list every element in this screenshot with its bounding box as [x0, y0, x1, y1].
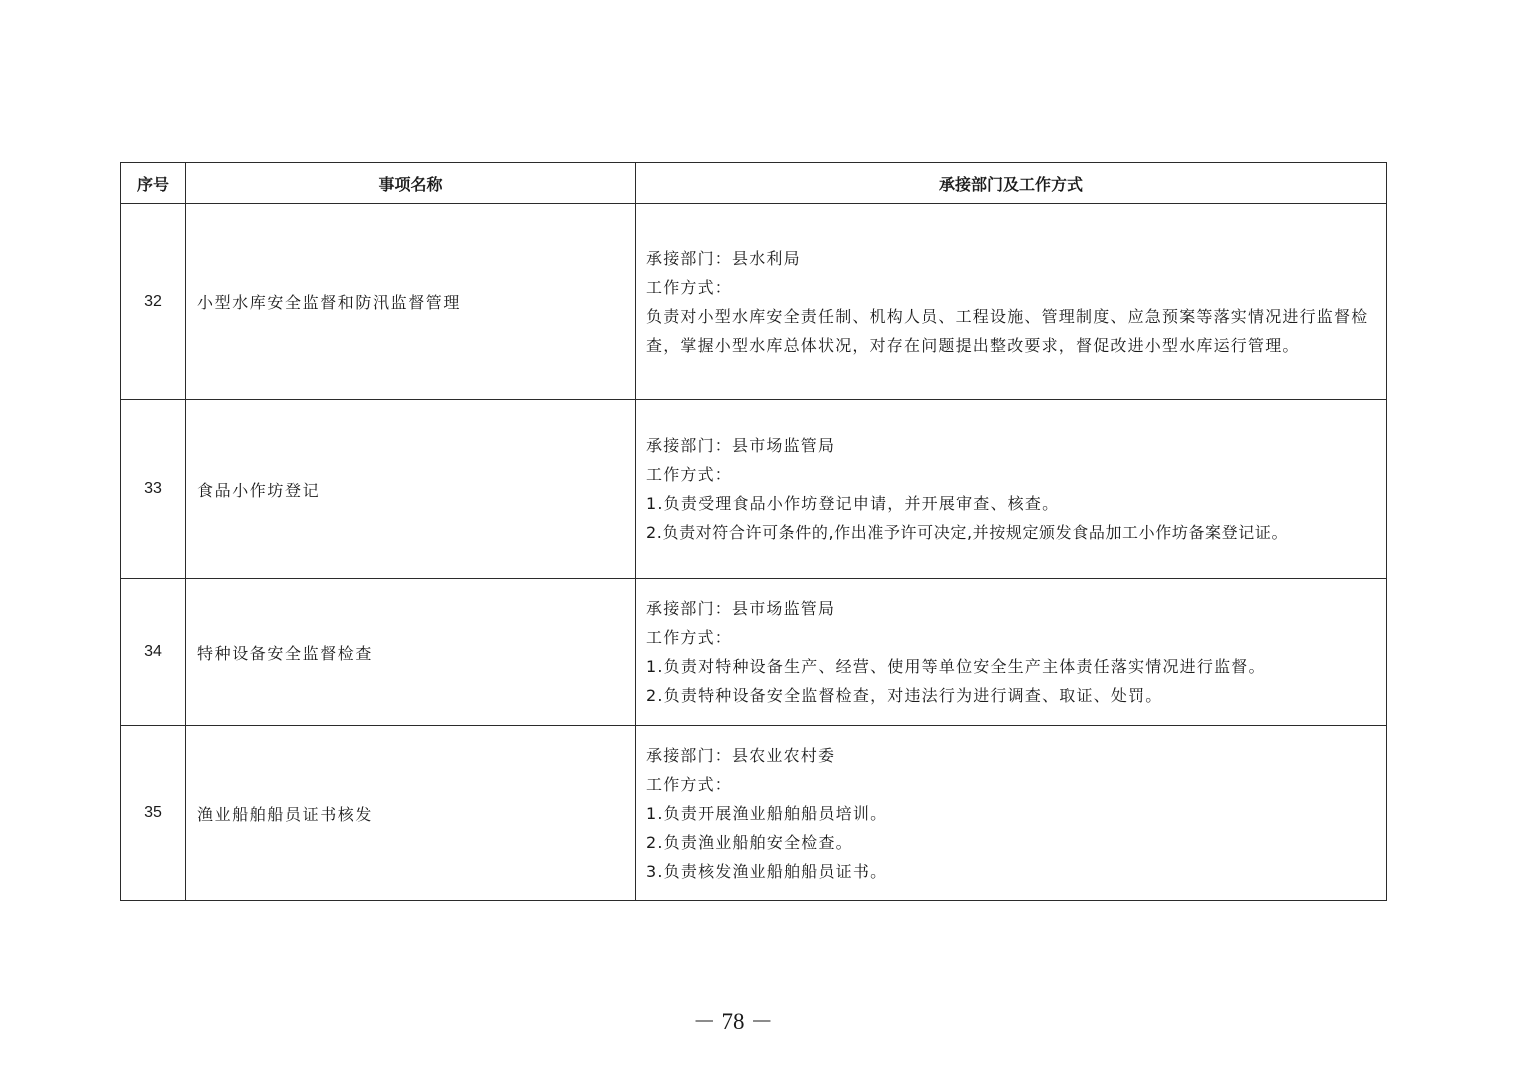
matters-table [120, 162, 1387, 901]
table-row [121, 579, 1387, 726]
header-item-name: 事项名称 [186, 163, 636, 204]
work-method-detail: 1.负责开展渔业船舶船员培训。 [646, 803, 888, 823]
serial-number: 32 [121, 204, 186, 400]
work-method-detail: 1.负责对特种设备生产、经营、使用等单位安全生产主体责任落实情况进行监督。 [646, 657, 1266, 676]
table-header-row [121, 163, 1387, 204]
work-method-label: 工作方式： [646, 628, 733, 647]
work-method-detail: 2.负责对符合许可条件的,作出准予许可决定,并按规定颁发食品加工小作坊备案登记证。 [646, 523, 1289, 542]
work-method-detail: 1.负责受理食品小作坊登记申请，并开展审查、核查。 [646, 494, 1060, 513]
work-method-detail: 负责对小型水库安全责任制、机构人员、工程设施、管理制度、应急预案等落实情况进行监督检查，掌握小型水库总体状况，对存在问题提出整改要求，督促改进小型水库运行管理。 [646, 306, 1369, 355]
item-name: 特种设备安全监督检查 [186, 579, 636, 726]
department-method-cell [636, 579, 1387, 726]
page-number: － 78 － [692, 1009, 774, 1034]
table-row [121, 400, 1387, 579]
work-method-detail: 3.负责核发渔业船舶船员证书。 [646, 861, 888, 881]
item-name: 食品小作坊登记 [186, 400, 636, 579]
serial-number: 35 [121, 726, 186, 901]
serial-number: 34 [121, 579, 186, 726]
department-line: 承接部门：县水利局 [646, 248, 801, 268]
work-method-detail: 2.负责渔业船舶安全检查。 [646, 832, 853, 852]
header-serial-number: 序号 [121, 163, 186, 204]
table-row [121, 204, 1387, 400]
department-method-cell [636, 726, 1387, 901]
header-department-method: 承接部门及工作方式 [636, 163, 1387, 204]
work-method-detail: 2.负责特种设备安全监督检查，对违法行为进行调查、取证、处罚。 [646, 686, 1163, 705]
department-method-cell [636, 400, 1387, 579]
item-name: 小型水库安全监督和防汛监督管理 [186, 204, 636, 400]
serial-number: 33 [121, 400, 186, 579]
work-method-label: 工作方式： [646, 277, 733, 297]
department-method-cell [636, 204, 1387, 400]
table-row [121, 726, 1387, 901]
department-line: 承接部门：县市场监管局 [646, 436, 836, 455]
department-line: 承接部门：县农业农村委 [646, 745, 836, 765]
item-name: 渔业船舶船员证书核发 [186, 726, 636, 901]
department-line: 承接部门：县市场监管局 [646, 599, 836, 618]
work-method-label: 工作方式： [646, 774, 733, 794]
work-method-label: 工作方式： [646, 465, 733, 484]
